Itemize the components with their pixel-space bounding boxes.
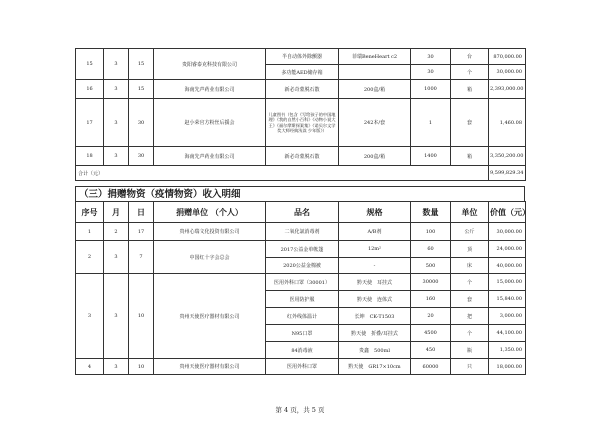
cell-spec: 长坤 CK-T1503 bbox=[339, 308, 411, 325]
cell-value: 3,350,200.00 bbox=[489, 147, 526, 166]
cell-item-name: 新必奇蒙脱石散 bbox=[266, 80, 339, 99]
cell-unit: 个 bbox=[451, 325, 489, 342]
table-row bbox=[76, 49, 526, 65]
cell-day: 10 bbox=[129, 359, 154, 375]
cell-seq: 2 bbox=[76, 241, 104, 274]
cell-value: 15,840.00 bbox=[489, 291, 526, 308]
cell-spec: - bbox=[339, 258, 411, 274]
cell-seq: 1 bbox=[76, 223, 104, 241]
cell-month: 3 bbox=[104, 147, 129, 166]
cell-month: 3 bbox=[104, 241, 129, 274]
cell-qty: 60 bbox=[411, 241, 451, 258]
cell-item-name: 新必奇蒙脱石散 bbox=[266, 147, 339, 166]
cell-donor: 中国红十字会总会 bbox=[154, 241, 266, 274]
cell-qty: 1400 bbox=[411, 147, 451, 166]
cell-value: 870,000.00 bbox=[489, 49, 526, 65]
cell-donor: 赵小荣官方粉丝后援会 bbox=[154, 99, 266, 147]
cell-item-name: 2017公益金单帐篷 bbox=[266, 241, 339, 258]
cell-item-name: 儿童图书（包含《写给孩子的中国地理》《我的自然小百科》《动物小说大王》《福尔摩斯探案集》《诺贝尔文学奖大师经典浅读 少年版》） bbox=[266, 99, 339, 147]
cell-unit: 瓶 bbox=[451, 342, 489, 359]
cell-value: 2,393,000.00 bbox=[489, 80, 526, 99]
cell-qty: 60000 bbox=[411, 359, 451, 375]
cell-item-name: 医用外科口罩（30001） bbox=[266, 274, 339, 291]
cell-donor: 贵阳睿泰克科技有限公司 bbox=[154, 49, 266, 80]
header-value: 价值（元） bbox=[489, 202, 526, 223]
cell-spec: 200盒/箱 bbox=[339, 80, 411, 99]
cell-spec: A/B剂 bbox=[339, 223, 411, 241]
section-title: （三）捐赠物资（疫情物资）收入明细 bbox=[75, 186, 525, 202]
cell-qty: 30000 bbox=[411, 274, 451, 291]
cell-seq: 17 bbox=[76, 99, 104, 147]
cell-spec: 黔天使 GR17×10cm bbox=[339, 359, 411, 375]
cell-month: 3 bbox=[104, 80, 129, 99]
cell-qty: 30 bbox=[411, 49, 451, 65]
cell-spec bbox=[339, 65, 411, 80]
cell-spec: 200盒/箱 bbox=[339, 147, 411, 166]
cell-value: 1,460.08 bbox=[489, 99, 526, 147]
cell-month: 3 bbox=[104, 359, 129, 375]
cell-day: 17 bbox=[129, 223, 154, 241]
table-monetary-continued bbox=[75, 48, 526, 181]
cell-qty: 450 bbox=[411, 342, 451, 359]
cell-donor: 贵州天使医疗器材有限公司 bbox=[154, 274, 266, 359]
cell-donor: 贵州心瑞文化投资有限公司 bbox=[154, 223, 266, 241]
cell-spec: 菲瑞BeneHeart c2 bbox=[339, 49, 411, 65]
cell-day: 7 bbox=[129, 241, 154, 274]
cell-unit: 套 bbox=[451, 99, 489, 147]
table-donated-goods bbox=[75, 201, 530, 375]
cell-qty: 4500 bbox=[411, 325, 451, 342]
cell-value: 24,000.00 bbox=[489, 241, 526, 258]
cell-spec: 黔天使 耳挂式 bbox=[339, 274, 411, 291]
cell-qty: 160 bbox=[411, 291, 451, 308]
cell-item-name: 半自动体外除颤器 bbox=[266, 49, 339, 65]
header-row bbox=[76, 202, 526, 223]
cell-qty: 1000 bbox=[411, 80, 451, 99]
cell-qty: 30 bbox=[411, 65, 451, 80]
cell-value: 40,000.00 bbox=[489, 258, 526, 274]
cell-qty: 20 bbox=[411, 308, 451, 325]
cell-unit: 床 bbox=[451, 258, 489, 274]
cell-item-name: 多功能AED储存箱 bbox=[266, 65, 339, 80]
cell-day: 10 bbox=[129, 274, 154, 359]
table-row bbox=[76, 359, 526, 375]
cell-unit: 公斤 bbox=[451, 223, 489, 241]
cell-item-name: 84消毒液 bbox=[266, 342, 339, 359]
cell-value: 30,000.00 bbox=[489, 65, 526, 80]
cell-spec: 黔天使 折叠/耳挂式 bbox=[339, 325, 411, 342]
header-day: 日 bbox=[129, 202, 154, 223]
total-label: 合计（元） bbox=[76, 166, 489, 181]
header-donor: 捐赠单位 （个人） bbox=[154, 202, 266, 223]
cell-item-name: 红外线体温计 bbox=[266, 308, 339, 325]
cell-value: 44,100.00 bbox=[489, 325, 526, 342]
cell-unit: 套 bbox=[451, 291, 489, 308]
cell-item-name: 医用防护服 bbox=[266, 291, 339, 308]
cell-unit: 箱 bbox=[451, 80, 489, 99]
cell-unit: 箱 bbox=[451, 147, 489, 166]
cell-item-name: 二氧化氯消毒剂 bbox=[266, 223, 339, 241]
cell-spec: 242本/套 bbox=[339, 99, 411, 147]
cell-day: 15 bbox=[129, 80, 154, 99]
cell-seq: 3 bbox=[76, 274, 104, 359]
page-footer: 第 4 页，共 5 页 bbox=[275, 406, 325, 414]
header-month: 月 bbox=[104, 202, 129, 223]
cell-day: 15 bbox=[129, 49, 154, 80]
cell-spec: 黔天使 连体式 bbox=[339, 291, 411, 308]
cell-value: 15,000.00 bbox=[489, 274, 526, 291]
cell-donor: 海南先声药业有限公司 bbox=[154, 80, 266, 99]
table-row bbox=[76, 80, 526, 99]
cell-item-name: 医用外科口罩 bbox=[266, 359, 339, 375]
table-row bbox=[76, 99, 526, 147]
table-row bbox=[76, 274, 526, 291]
cell-seq: 16 bbox=[76, 80, 104, 99]
table-row bbox=[76, 147, 526, 166]
cell-seq: 18 bbox=[76, 147, 104, 166]
cell-spec: 贵鑫 500ml bbox=[339, 342, 411, 359]
header-seq: 序号 bbox=[76, 202, 104, 223]
cell-unit: 把 bbox=[451, 308, 489, 325]
cell-seq: 15 bbox=[76, 49, 104, 80]
cell-donor: 海南先声药业有限公司 bbox=[154, 147, 266, 166]
total-row bbox=[76, 166, 526, 181]
table-row bbox=[76, 241, 526, 258]
cell-qty: 1 bbox=[411, 99, 451, 147]
cell-item-name: 2020公益金棉被 bbox=[266, 258, 339, 274]
total-value: 9,599,829.34 bbox=[489, 166, 526, 181]
header-qty: 数量 bbox=[411, 202, 451, 223]
header-spec: 规格 bbox=[339, 202, 411, 223]
cell-month: 3 bbox=[104, 274, 129, 359]
cell-unit: 个 bbox=[451, 274, 489, 291]
cell-unit: 只 bbox=[451, 359, 489, 375]
cell-value: 1,350.00 bbox=[489, 342, 526, 359]
cell-value: 18,000.00 bbox=[489, 359, 526, 375]
cell-seq: 4 bbox=[76, 359, 104, 375]
cell-month: 2 bbox=[104, 223, 129, 241]
table-row bbox=[76, 223, 526, 241]
cell-unit: 台 bbox=[451, 49, 489, 65]
cell-day: 30 bbox=[129, 147, 154, 166]
header-unit: 单位 bbox=[451, 202, 489, 223]
cell-month: 3 bbox=[104, 49, 129, 80]
cell-qty: 500 bbox=[411, 258, 451, 274]
cell-unit: 个 bbox=[451, 65, 489, 80]
cell-month: 3 bbox=[104, 99, 129, 147]
header-item-name: 品名 bbox=[266, 202, 339, 223]
cell-value: 3,000.00 bbox=[489, 308, 526, 325]
cell-item-name: N95口罩 bbox=[266, 325, 339, 342]
cell-value: 30,000.00 bbox=[489, 223, 526, 241]
cell-day: 30 bbox=[129, 99, 154, 147]
cell-donor: 贵州天使医疗器材有限公司 bbox=[154, 359, 266, 375]
cell-unit: 顶 bbox=[451, 241, 489, 258]
cell-qty: 100 bbox=[411, 223, 451, 241]
cell-spec: 12m² bbox=[339, 241, 411, 258]
